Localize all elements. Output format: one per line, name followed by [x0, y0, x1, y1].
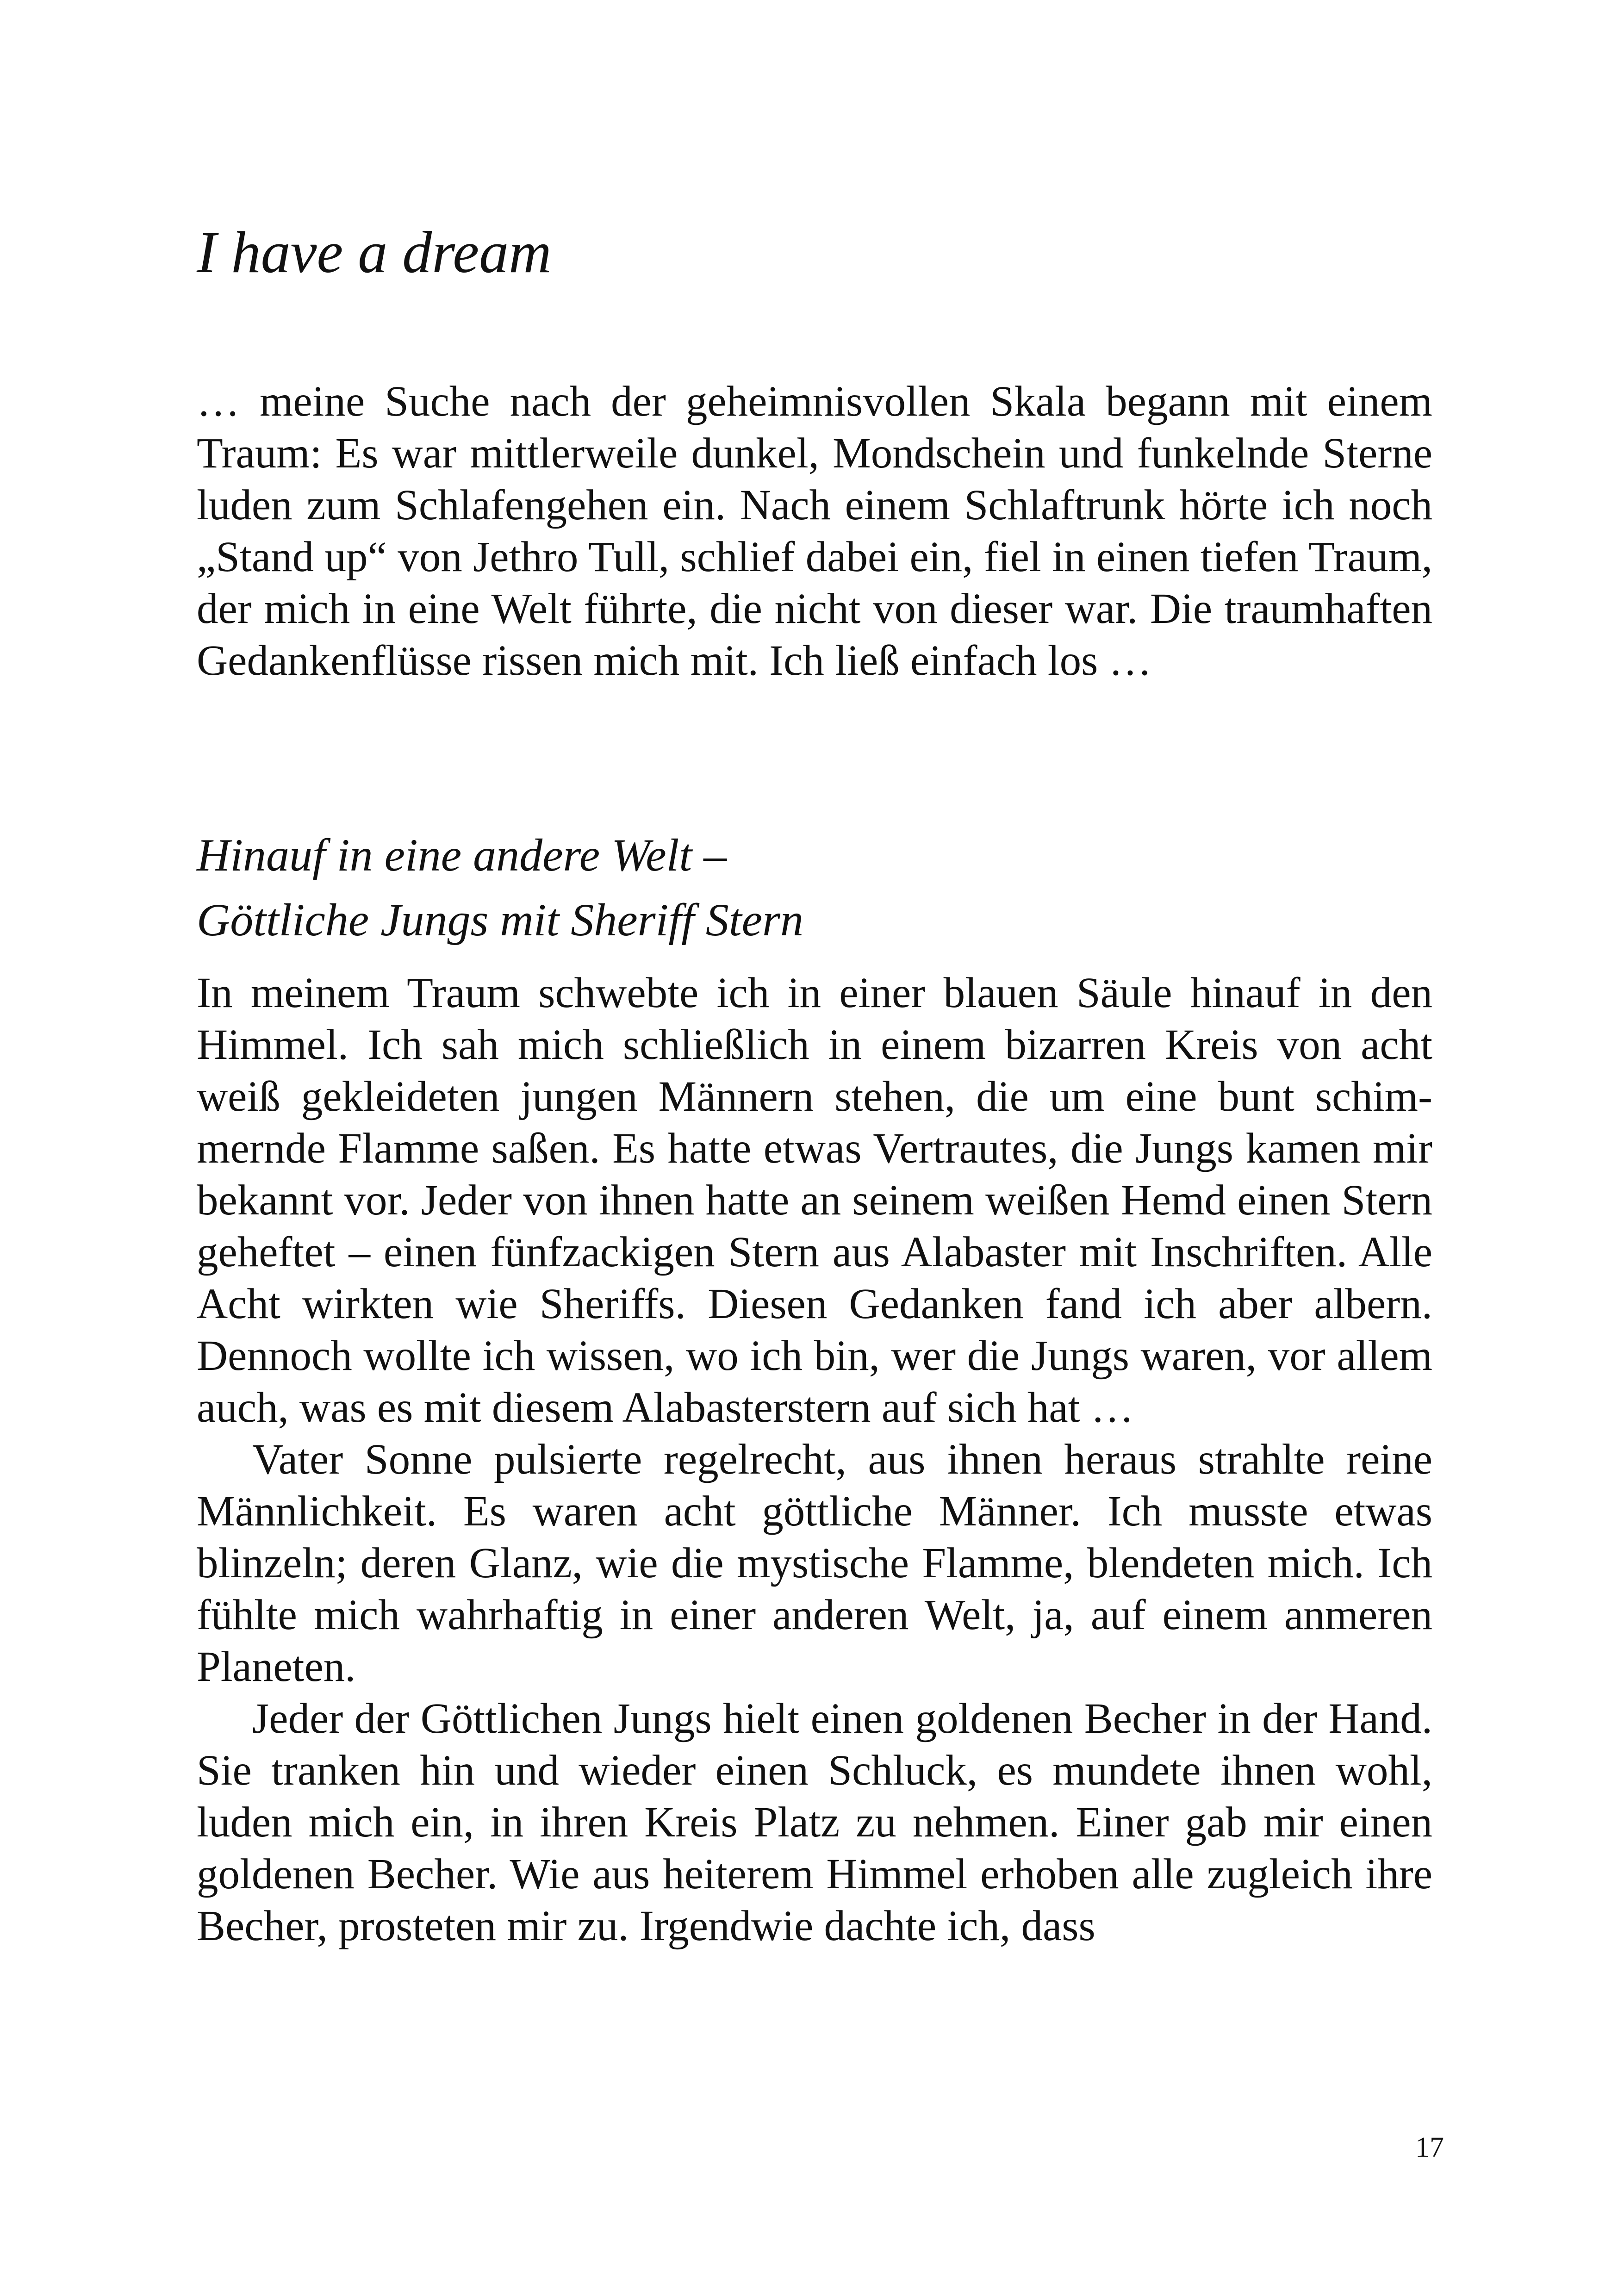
section-title-line-2: Göttliche Jungs mit Sheriff Stern	[197, 894, 803, 946]
section-title-line-1: Hinauf in eine andere Welt –	[197, 829, 727, 881]
body-paragraph-3: Jeder der Göttlichen Jungs hielt einen goldenen Becher in der Hand. Sie tranken hin und wieder einen Schluck, es mundete ihnen wohl, luden mich ein, in ihren Kreis Platz zu nehmen. Einer gab mir einen goldenen Becher. Wie aus heiterem Himmel erhoben alle zugleich ihre Becher, prosteten mir zu. Irgendwie dachte ich, dass	[197, 1695, 1432, 1950]
page-number: 17	[1415, 2132, 1444, 2163]
intro-paragraph: … meine Suche nach der geheimnisvollen Skala begann mit einem Traum: Es war mittlerweile dunkel, Mondschein und funkelnde Sterne luden zum Schlafengehen ein. Nach einem Schlaftrunk hörte ich noch „Stand up“ von Jethro Tull, schlief dabei ein, fiel in einen tiefen Traum, der mich in eine Welt führte, die nicht von dieser war. Die traumhaften Gedankenflüsse rissen mich mit. Ich ließ einfach los …	[197, 378, 1432, 684]
body-paragraph-1: In meinem Traum schwebte ich in einer blauen Säule hinauf in den Himmel. Ich sah mich schließlich in einem bizarren Kreis von acht weiß gekleideten jungen Männern stehen, die um eine bunt schimmernde Flamme saßen. Es hatte etwas Vertrautes, die Jungs kamen mir bekannt vor. Jeder von ihnen hatte an seinem weißen Hemd einen Stern geheftet – einen fünfzackigen Stern aus Alabaster mit Inschriften. Alle Acht wirkten wie Sheriffs. Diesen Gedanken fand ich aber albern. Dennoch wollte ich wissen, wo ich bin, wer die Jungs waren, vor allem auch, was es mit diesem Alabasterstern auf sich hat …	[197, 969, 1432, 1431]
section-title	[197, 823, 803, 952]
chapter-title: I have a dream	[197, 219, 552, 285]
body-paragraph-2: Vater Sonne pulsierte regelrecht, aus ihnen heraus strahlte reine Männlichkeit. Es waren acht göttliche Männer. Ich musste etwas blinzeln; deren Glanz, wie die mystische Flamme, blendeten mich. Ich fühlte mich wahrhaftig in einer anderen Welt, ja, auf einem anmeren Planeten.	[197, 1436, 1432, 1691]
body-text	[197, 967, 1432, 1952]
